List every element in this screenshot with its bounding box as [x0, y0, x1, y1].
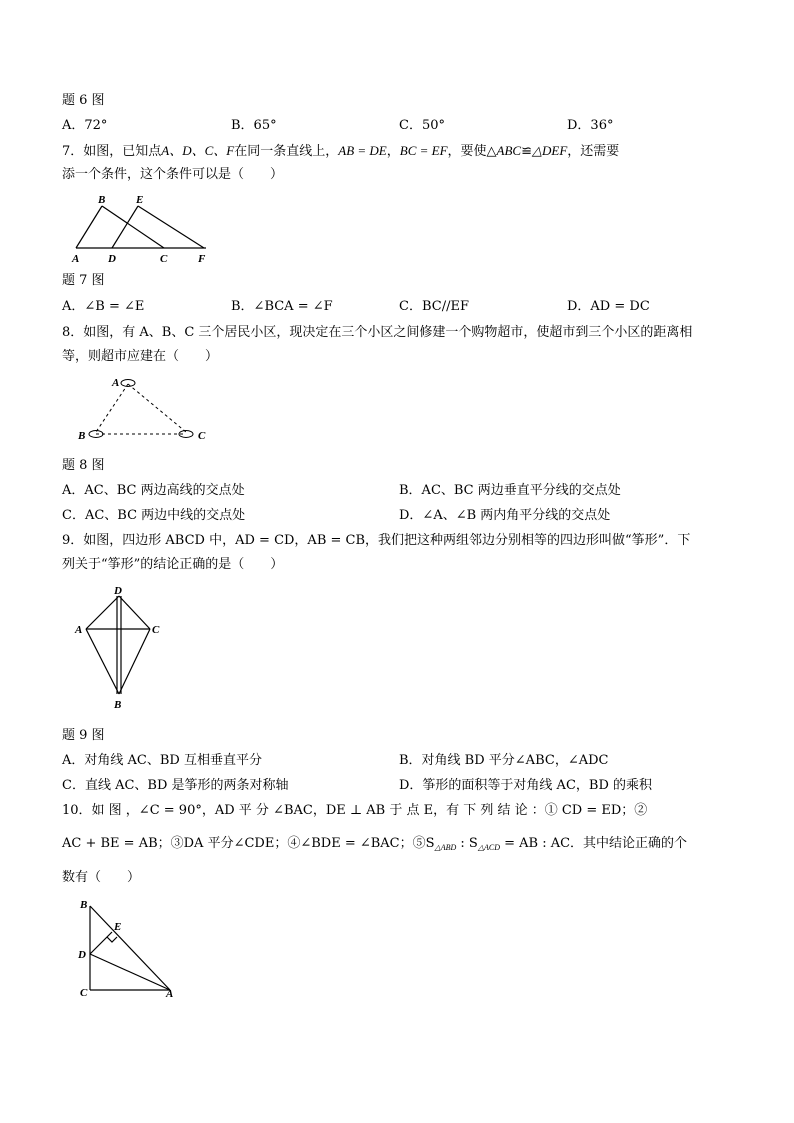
q7-points: A、D、C、F — [161, 143, 235, 158]
q7-separator: ， — [386, 144, 400, 159]
q7-segment-ef — [138, 206, 204, 248]
q8-figure — [76, 372, 216, 444]
q10-line2-c: = AB : AC．其中结论正确的个 — [499, 836, 688, 851]
q9-label-a: A — [75, 624, 83, 636]
q7-segment-bc — [102, 206, 164, 248]
q7-label-f: F — [198, 253, 206, 265]
q7-text-c: ，要使△ — [447, 144, 497, 159]
q7-number: 7． — [62, 144, 84, 159]
q9-side-ab — [86, 629, 119, 694]
q7-label-d: D — [108, 253, 116, 265]
q8-label-b: B — [78, 430, 86, 442]
q8-number: 8． — [62, 325, 84, 340]
q10-line2-b: : S — [456, 836, 478, 851]
q10-label-c: C — [80, 987, 88, 999]
q10-side-ab — [90, 906, 170, 990]
q7-segment-ab — [76, 206, 102, 248]
q10-perpendicular-de — [90, 932, 112, 954]
q7-label-a: A — [72, 253, 80, 265]
q6-option-b[interactable]: B．65° — [231, 118, 277, 133]
q7-label-b: B — [98, 194, 106, 206]
q6-option-d[interactable]: D．36° — [567, 118, 614, 133]
q7-label-e: E — [136, 194, 144, 206]
q7-figure — [66, 192, 216, 264]
q7-option-c[interactable]: C．BC//EF — [399, 299, 469, 314]
q10-label-a: A — [166, 988, 174, 1000]
q9-label-b: B — [114, 699, 122, 711]
q8-label-c: C — [198, 430, 206, 442]
q10-line1-text: 如 图 ，∠C = 90°，AD 平 分 ∠BAC，DE ⊥ AB 于 点 E，有 下 列 结 论 ：① CD = ED；② — [91, 803, 648, 818]
q9-line1-text: 如图，四边形 ABCD 中，AD = CD，AB = CB，我们把这种两组邻边分别相等的四边形叫做“筝形”．下 — [83, 533, 691, 548]
q9-figure — [72, 584, 172, 712]
q9-option-b[interactable]: B．对角线 BD 平分∠ABC，∠ADC — [399, 753, 609, 768]
q8-path-ac — [128, 384, 186, 432]
q9-option-c[interactable]: C．直线 AC、BD 是筝形的两条对称轴 — [62, 778, 289, 793]
q10-label-e: E — [114, 921, 122, 933]
q9-stem-line1 — [62, 532, 690, 550]
q7-text-d: ，还需要 — [567, 144, 620, 159]
q8-path-ab — [96, 384, 128, 432]
q7-triangle-2: △DEF — [532, 143, 568, 158]
q7-label-c: C — [160, 253, 168, 265]
q10-label-b: B — [80, 899, 88, 911]
q7-option-d[interactable]: D．AD = DC — [567, 299, 650, 314]
q9-side-dc — [119, 596, 150, 629]
q7-congruent-sign: ≌ — [521, 144, 533, 159]
q9-label-c: C — [152, 624, 160, 636]
q10-stem-line3: 数有（ ） — [62, 870, 141, 885]
q8-stem-line1 — [62, 324, 692, 342]
q9-option-a[interactable]: A．对角线 AC、BD 互相垂直平分 — [62, 753, 262, 768]
q9-figure-caption: 题 9 图 — [62, 728, 105, 743]
q7-option-b[interactable]: B．∠BCA = ∠F — [231, 299, 333, 314]
q9-label-d: D — [114, 585, 122, 597]
q8-option-a[interactable]: A．AC、BC 两边高线的交点处 — [62, 483, 245, 498]
q10-subscript-acd: △ACD — [477, 843, 500, 852]
q6-option-a[interactable]: A．72° — [62, 118, 108, 133]
q6-option-c[interactable]: C．50° — [399, 118, 445, 133]
q7-triangle-1: ABC — [496, 143, 522, 158]
q10-number: 10． — [62, 803, 92, 818]
q10-right-angle-mark — [107, 937, 117, 942]
q8-option-d[interactable]: D．∠A、∠B 两内角平分线的交点处 — [399, 508, 611, 523]
q7-text-b: 在同一条直线上， — [234, 144, 339, 159]
q9-side-da — [86, 596, 119, 629]
q7-condition-1: AB = DE — [338, 143, 387, 158]
q7-stem-line2: 添一个条件，这个条件可以是（ ） — [62, 167, 284, 182]
q7-text-a: 如图，已知点 — [83, 144, 162, 159]
q7-condition-2: BC = EF — [399, 143, 448, 158]
q7-figure-caption: 题 7 图 — [62, 273, 105, 288]
q8-label-a: A — [112, 377, 120, 389]
q9-stem-line2: 列关于“筝形”的结论正确的是（ ） — [62, 557, 284, 572]
q8-community-a — [121, 380, 135, 387]
q6-figure-caption: 题 6 图 — [62, 93, 105, 108]
q10-label-d: D — [78, 949, 86, 961]
q10-bisector-ad — [90, 954, 170, 990]
q8-stem-line2: 等，则超市应建在（ ） — [62, 349, 219, 364]
q10-stem-line1 — [62, 802, 647, 820]
q9-option-d[interactable]: D．筝形的面积等于对角线 AC，BD 的乘积 — [399, 778, 652, 793]
q7-stem-line1 — [62, 142, 619, 161]
q8-figure-caption: 题 8 图 — [62, 458, 105, 473]
q8-option-c[interactable]: C．AC、BC 两边中线的交点处 — [62, 508, 246, 523]
q8-line1-text: 如图，有 A、B、C 三个居民小区，现决定在三个小区之间修建一个购物超市，使超市到三个小区的距离相 — [83, 325, 693, 340]
q7-option-a[interactable]: A．∠B = ∠E — [62, 299, 145, 314]
q7-segment-de — [112, 206, 138, 248]
q10-figure — [74, 896, 184, 1000]
q10-stem-line2 — [62, 835, 687, 857]
q10-subscript-abd: △ABD — [434, 843, 457, 852]
q10-line2-a: AC + BE = AB；③DA 平分∠CDE；④∠BDE = ∠BAC；⑤S — [62, 836, 435, 851]
q9-side-cb — [119, 629, 150, 694]
q9-number: 9． — [62, 533, 84, 548]
q8-option-b[interactable]: B．AC、BC 两边垂直平分线的交点处 — [399, 483, 621, 498]
